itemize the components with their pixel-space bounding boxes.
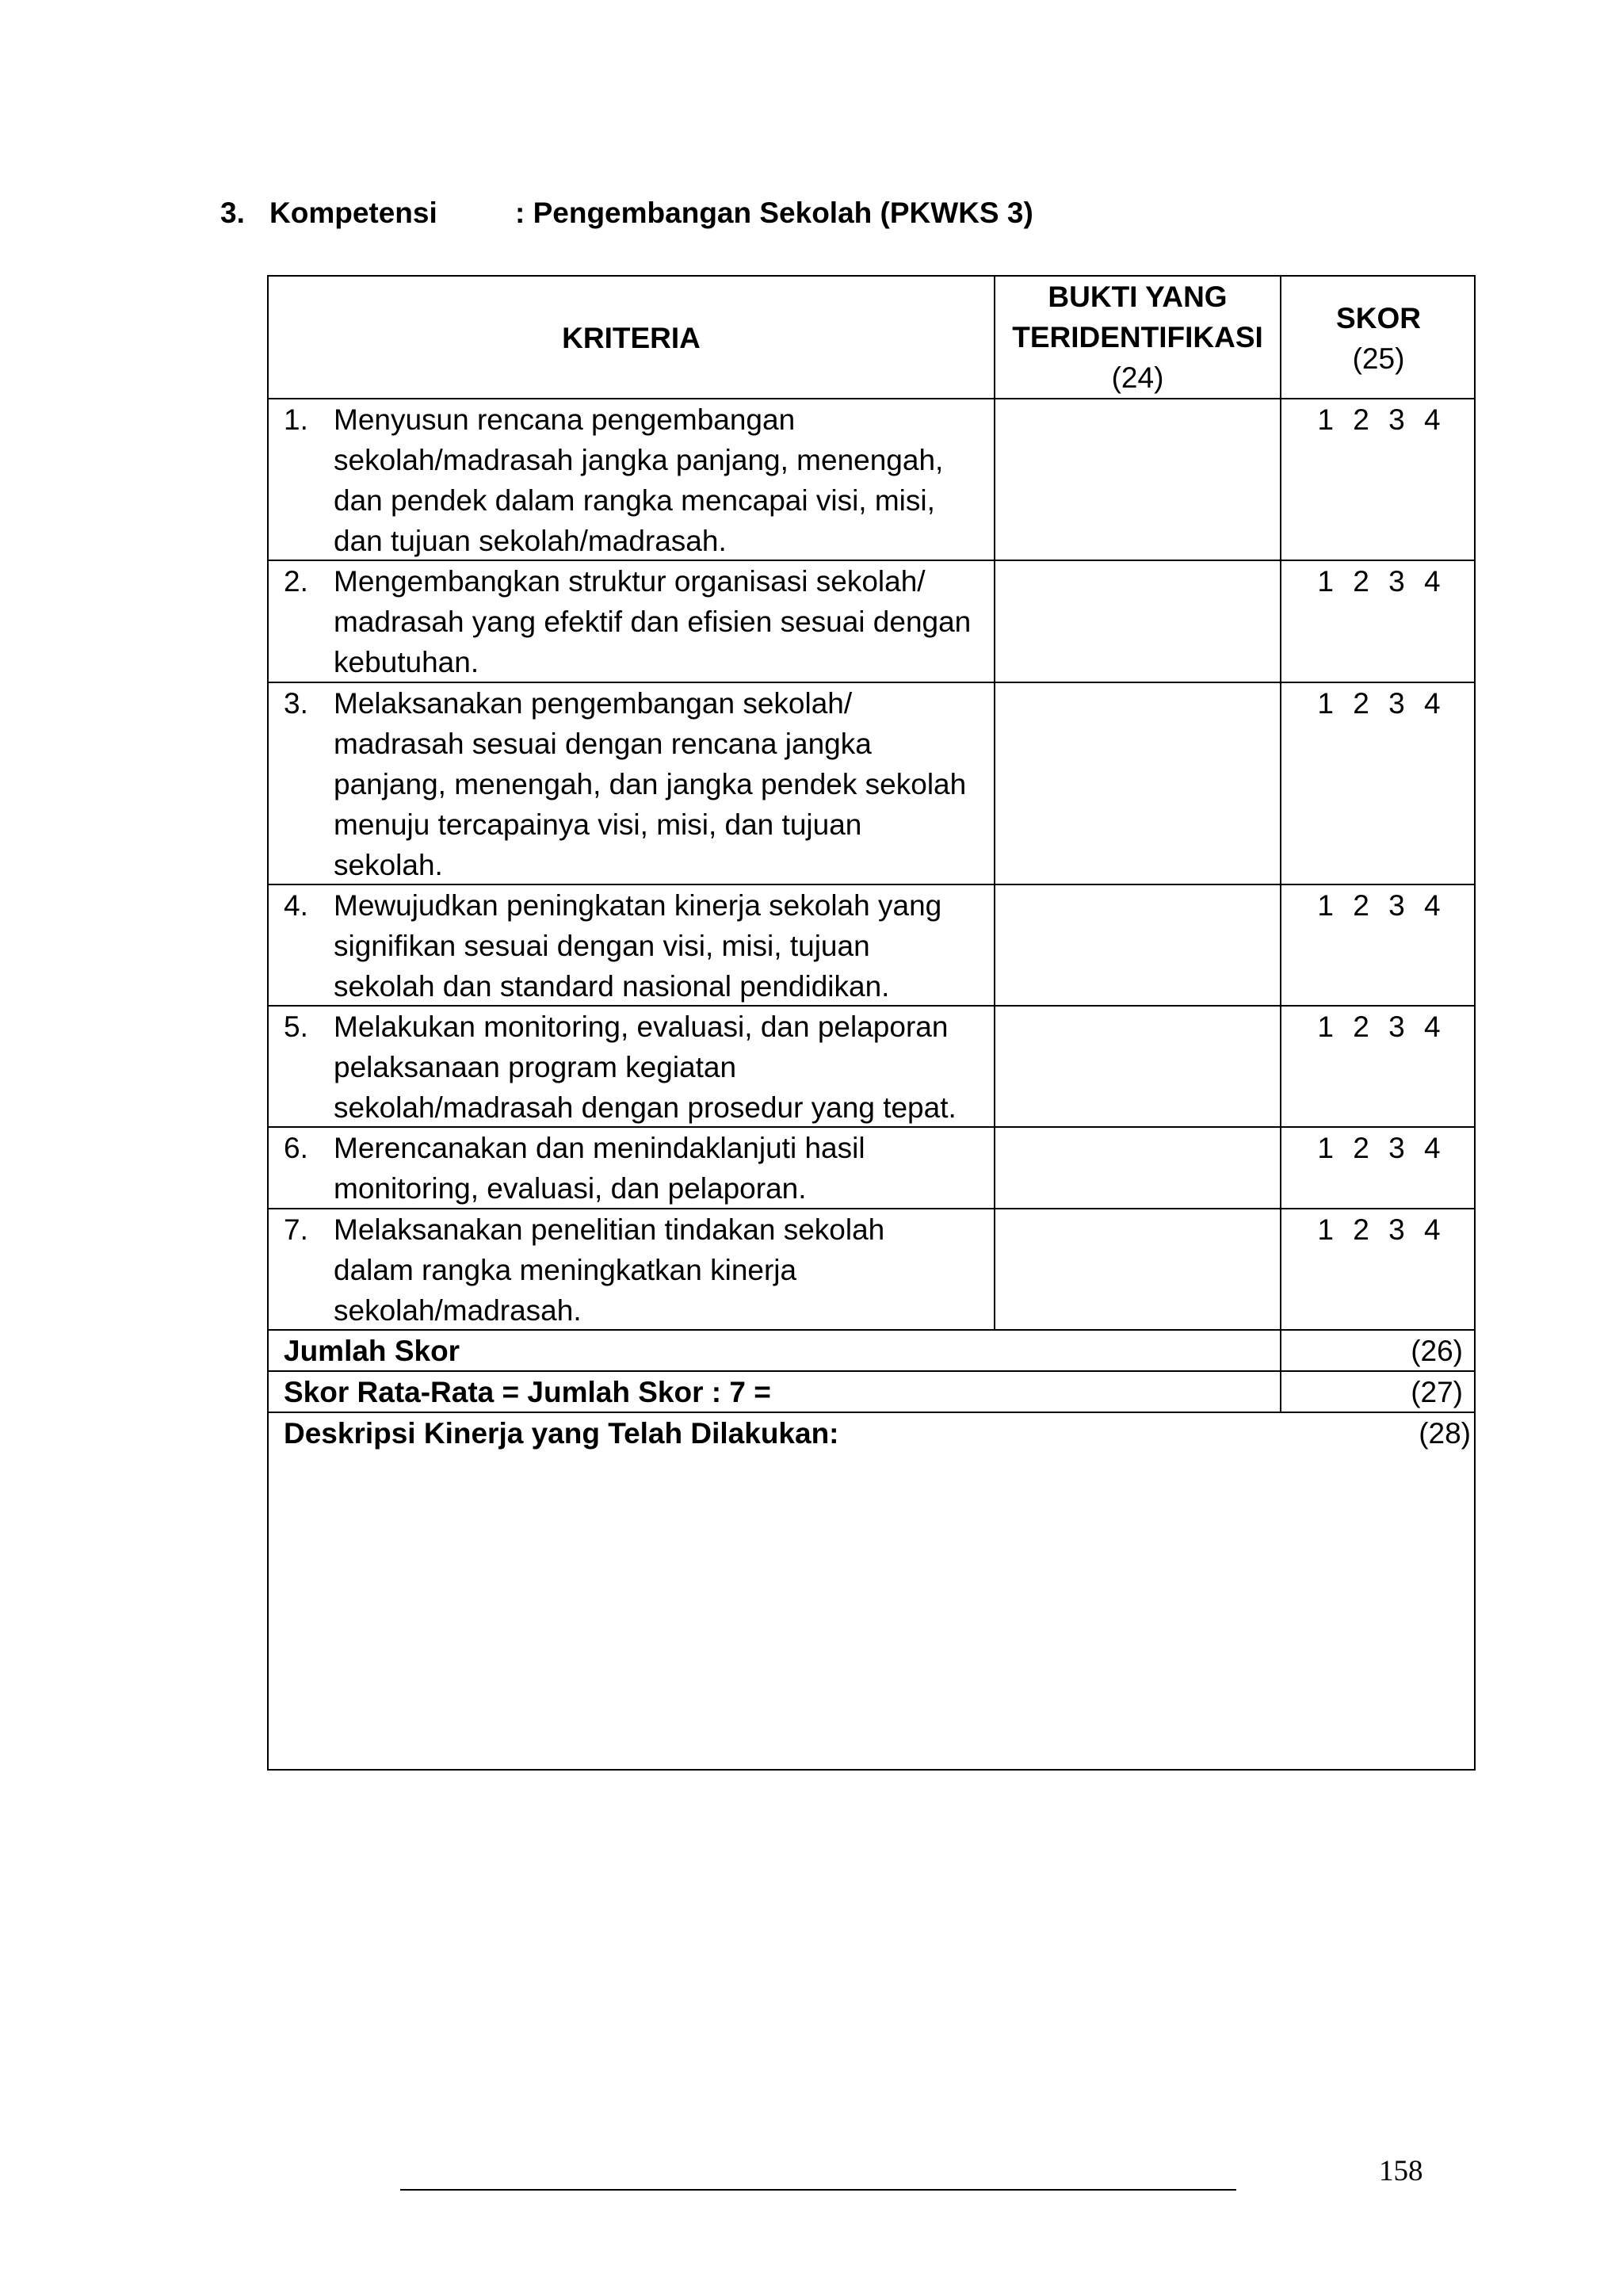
criteria-text <box>334 1128 983 1209</box>
skor-rata-rata-label: Skor Rata-Rata = Jumlah Skor : 7 = <box>284 1376 771 1408</box>
header-bukti-line1: BUKTI YANG <box>1048 281 1228 313</box>
score-options[interactable]: 1 2 3 4 <box>1317 1132 1441 1164</box>
criteria-line: Mewujudkan peningkatan kinerja sekolah yang <box>334 889 942 922</box>
criteria-line: dan tujuan sekolah/madrasah. <box>334 525 727 557</box>
criteria-line: Mengembangkan struktur organisasi sekolah/ <box>334 565 926 598</box>
row-number: 7. <box>284 1213 308 1246</box>
criteria-line: madrasah sesuai dengan rencana jangka <box>334 728 872 760</box>
criteria-line: sekolah. <box>334 849 443 881</box>
score-options[interactable]: 1 2 3 4 <box>1317 565 1441 598</box>
header-skor-label: SKOR <box>1336 302 1421 334</box>
page-number: 158 <box>1379 2155 1423 2187</box>
criteria-line: Melaksanakan penelitian tindakan sekolah <box>334 1213 885 1246</box>
criteria-line: sekolah/madrasah dengan prosedur yang tepat. <box>334 1091 957 1124</box>
row-number: 6. <box>284 1132 308 1164</box>
criteria-line: sekolah/madrasah jangka panjang, menengah, <box>334 444 944 476</box>
header-bukti-line2: TERIDENTIFIKASI <box>1012 321 1263 353</box>
row-number: 4. <box>284 889 308 922</box>
row-number: 2. <box>284 565 308 598</box>
deskripsi-kinerja-ref: (28) <box>1419 1417 1471 1450</box>
score-options[interactable]: 1 2 3 4 <box>1317 889 1441 922</box>
header-skor <box>1281 298 1476 379</box>
criteria-line: menuju tercapainya visi, misi, dan tujuan <box>334 808 862 841</box>
row-number: 3. <box>284 687 308 720</box>
header-kriteria: KRITERIA <box>562 322 701 354</box>
row-number: 1. <box>284 403 308 436</box>
criteria-line: Merencanakan dan menindaklanjuti hasil <box>334 1132 865 1164</box>
section-number: 3. <box>220 197 245 229</box>
score-options[interactable]: 1 2 3 4 <box>1317 1010 1441 1043</box>
criteria-line: kebutuhan. <box>334 646 479 678</box>
jumlah-skor-label: Jumlah Skor <box>284 1335 460 1367</box>
deskripsi-kinerja-label: Deskripsi Kinerja yang Telah Dilakukan: <box>284 1417 839 1450</box>
criteria-text <box>334 683 983 885</box>
assessment-table <box>267 275 1476 1771</box>
column-divider <box>994 277 995 1331</box>
score-options[interactable]: 1 2 3 4 <box>1317 687 1441 720</box>
criteria-text <box>334 885 983 1007</box>
jumlah-skor-ref: (26) <box>1411 1335 1463 1367</box>
footer-rule <box>400 2189 1236 2191</box>
criteria-line: dan pendek dalam rangka mencapai visi, misi, <box>334 484 935 517</box>
criteria-line: sekolah dan standard nasional pendidikan. <box>334 970 890 1003</box>
section-value: : Pengembangan Sekolah (PKWKS 3) <box>515 197 1033 229</box>
header-skor-ref: (25) <box>1352 342 1405 375</box>
header-bukti-ref: (24) <box>1111 361 1164 394</box>
score-options[interactable]: 1 2 3 4 <box>1317 1213 1441 1246</box>
criteria-line: Melakukan monitoring, evaluasi, dan pelaporan <box>334 1010 949 1043</box>
criteria-line: signifikan sesuai dengan visi, misi, tujuan <box>334 930 870 962</box>
criteria-line: Menyusun rencana pengembangan <box>334 403 796 436</box>
section-heading <box>220 197 1033 230</box>
criteria-text <box>334 399 983 561</box>
section-label: Kompetensi <box>269 197 437 229</box>
criteria-line: monitoring, evaluasi, dan pelaporan. <box>334 1172 807 1205</box>
criteria-line: madrasah yang efektif dan efisien sesuai dengan <box>334 606 972 638</box>
criteria-line: sekolah/madrasah. <box>334 1294 582 1327</box>
criteria-text <box>334 1209 983 1331</box>
criteria-line: dalam rangka meningkatkan kinerja <box>334 1254 797 1286</box>
score-options[interactable]: 1 2 3 4 <box>1317 403 1441 436</box>
skor-rata-rata-ref: (27) <box>1411 1376 1463 1408</box>
criteria-line: pelaksanaan program kegiatan <box>334 1051 737 1083</box>
criteria-line: Melaksanakan pengembangan sekolah/ <box>334 687 853 720</box>
header-bukti <box>995 277 1280 398</box>
criteria-text <box>334 561 983 682</box>
criteria-line: panjang, menengah, dan jangka pendek sekolah <box>334 768 967 800</box>
row-number: 5. <box>284 1010 308 1043</box>
criteria-text <box>334 1007 983 1128</box>
